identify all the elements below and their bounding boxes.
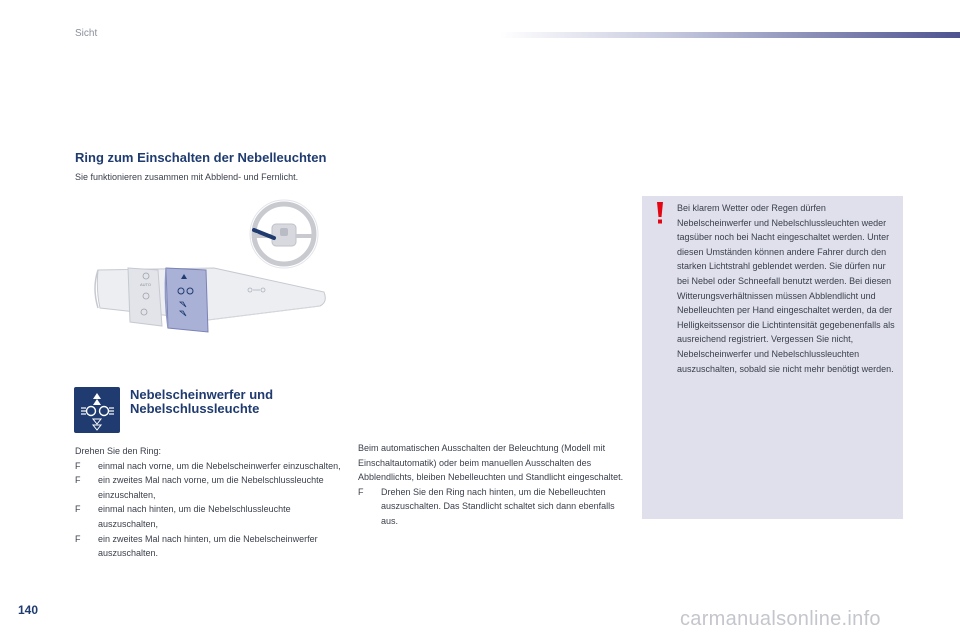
list-item: F ein zweites Mal nach hinten, um die Nebelscheinwerfer auszuschalten.	[75, 533, 318, 559]
subsection-title-line1: Nebelscheinwerfer und	[130, 387, 274, 402]
fog-light-stalk-illustration	[88, 198, 340, 348]
bullet-icon: F	[358, 486, 364, 497]
automatic-mode-column	[358, 441, 628, 529]
intro-text: Sie funktionieren zusammen mit Abblend- und Fernlicht.	[75, 172, 299, 182]
section-label: Sicht	[75, 28, 98, 39]
header-gradient-bar	[500, 32, 960, 38]
subsection-title-line2: Nebelschlussleuchte	[130, 401, 260, 416]
bullet-icon: F	[75, 460, 81, 471]
warning-exclamation-icon	[655, 201, 665, 225]
subsection-title	[130, 388, 360, 416]
warning-box	[642, 196, 903, 519]
page-number: 140	[18, 603, 39, 617]
automatic-mode-paragraph: Beim automatischen Ausschalten der Beleuchtung (Modell mit Einschaltautomatik) oder beim manuellen Ausschalten des Abblendlichts, bleiben Nebelleuchten und Standlicht eingeschaltet.	[358, 443, 624, 483]
watermark: carmanualsonline.info	[680, 608, 881, 630]
instructions-column	[75, 444, 345, 561]
page-title: Ring zum Einschalten der Nebelleuchten	[75, 150, 327, 165]
list-item: F Drehen Sie den Ring nach hinten, um die Nebelleuchten auszuschalten. Das Standlicht schaltet sich dann ebenfalls aus.	[358, 486, 615, 526]
list-item: F ein zweites Mal nach vorne, um die Nebelschlussleuchte einzuschalten,	[75, 475, 324, 500]
bullet-icon: F	[75, 533, 81, 544]
auto-label: AUTO	[140, 282, 152, 287]
fog-light-icon	[74, 387, 120, 433]
instructions-lead: Drehen Sie den Ring:	[75, 446, 162, 456]
warning-text: Bei klarem Wetter oder Regen dürfen Nebelscheinwerfer und Nebelschlussleuchten weder tagsüber noch bei Nacht eingeschaltet werden. Unter diesen Umständen können andere Fahrer durch den starken Lichtstrahl geblendet werden. Sie dürfen nur bei Nebel oder Schneefall benutzt werden. Bei diesen Witterungsverhältnissen müssen Abblendlicht und Nebelleuchten per Hand eingeschaltet werden, da der Helligkeitssensor die Lichtintensität gegebenenfalls als ausreichend registriert. Vergessen Sie nicht, Nebelscheinwerfer und Nebelschlussleuchten auszuschalten, sobald sie nicht mehr benötigt werden.	[677, 203, 895, 374]
list-item: F einmal nach vorne, um die Nebelscheinwerfer einzuschalten,	[75, 459, 345, 474]
steering-wheel-icon	[250, 200, 318, 268]
bullet-icon: F	[75, 475, 81, 486]
bullet-icon: F	[75, 504, 81, 515]
list-item: F einmal nach hinten, um die Nebelschlussleuchte auszuschalten,	[75, 504, 291, 529]
